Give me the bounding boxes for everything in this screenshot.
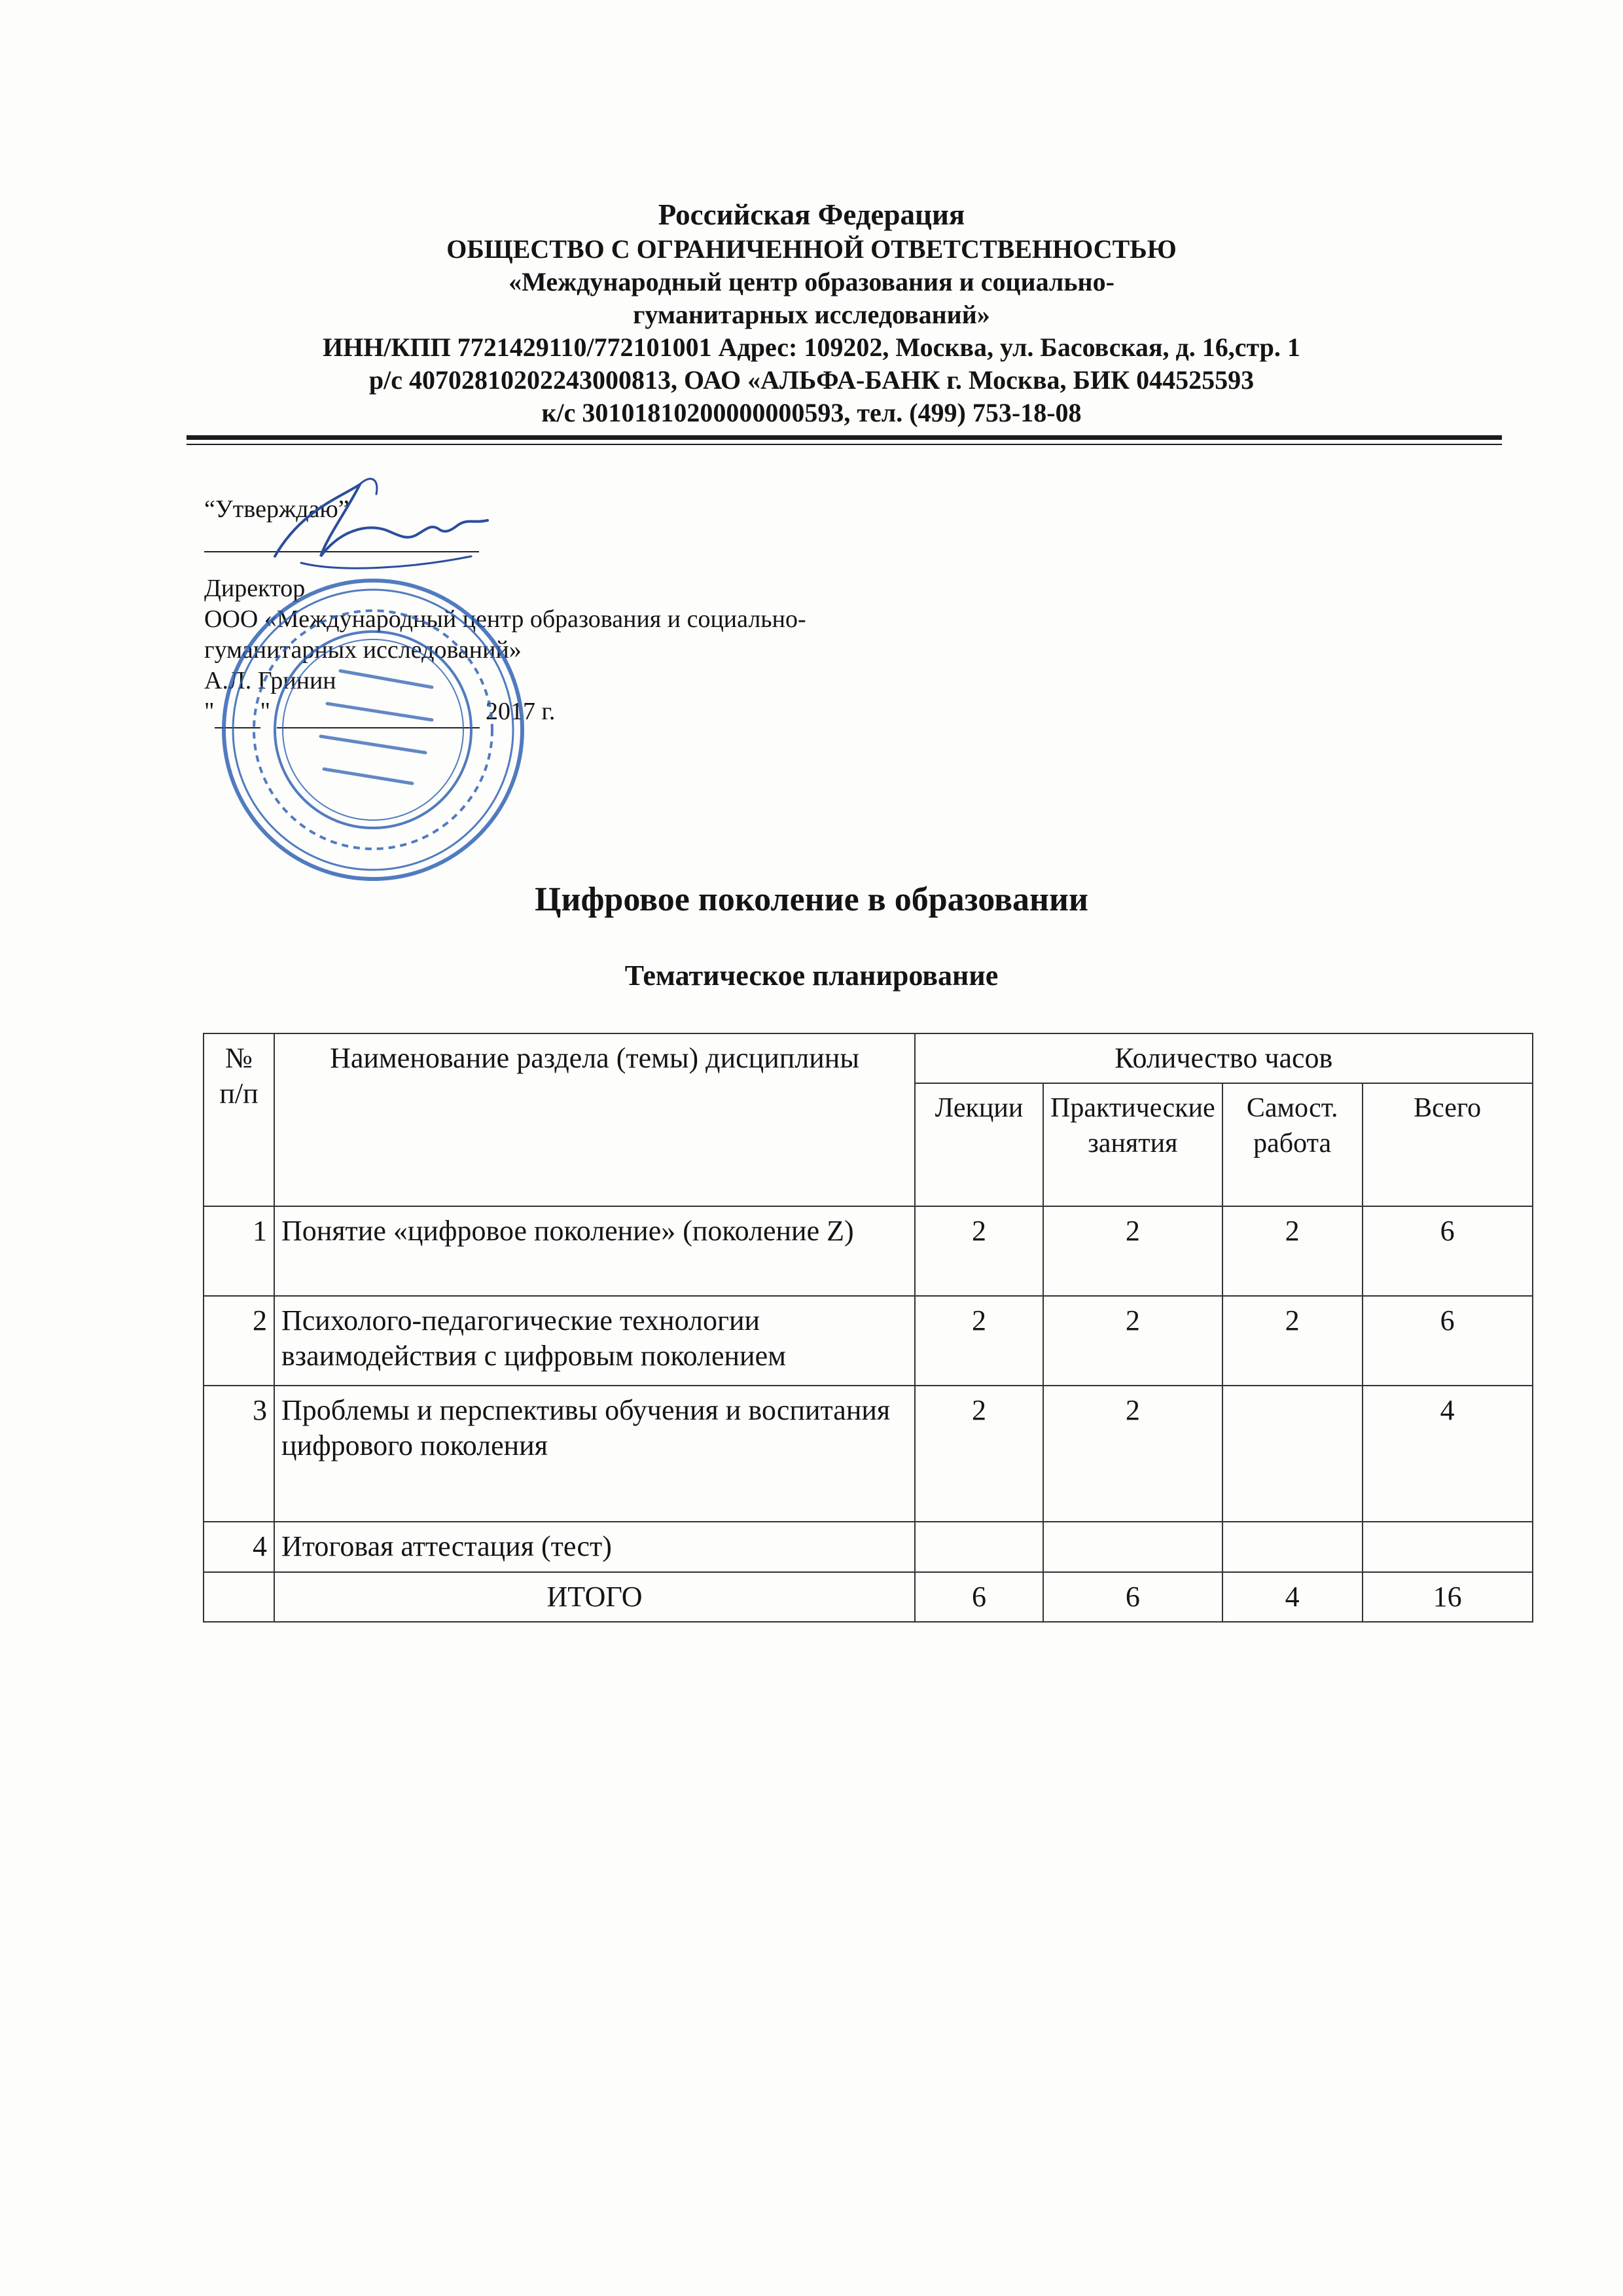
row-total: 6 xyxy=(1363,1206,1533,1296)
table-row xyxy=(204,1386,1533,1522)
row-name: Психолого-педагогические технологии взаимодействия с цифровым поколением xyxy=(274,1296,915,1386)
letterhead-country: Российская Федерация xyxy=(658,198,965,231)
row-num: 2 xyxy=(204,1296,274,1386)
approval-org-line1: ООО «Международный центр образования и социально- xyxy=(204,605,806,633)
subheader-lectures: Лекции xyxy=(915,1083,1043,1206)
total-row-label: ИТОГО xyxy=(274,1572,915,1622)
round-seal-stamp xyxy=(216,573,530,887)
approval-director-name: А.Л. Гринин xyxy=(204,667,336,694)
approval-position: Директор xyxy=(204,575,306,602)
header-num: № п/п xyxy=(204,1033,274,1206)
header-hours: Количество часов xyxy=(915,1033,1533,1083)
approval-date-year: 2017 г. xyxy=(486,698,556,725)
approval-label: “Утверждаю” xyxy=(204,495,349,523)
row-lectures: 2 xyxy=(915,1206,1043,1296)
header-name: Наименование раздела (темы) дисциплины xyxy=(274,1033,915,1206)
letterhead-bank-account: р/с 40702810202243000813, ОАО «АЛЬФА-БАНК г. Москва, БИК 044525593 xyxy=(368,365,1255,395)
approval-date-line: " " 2017 г. xyxy=(204,696,806,728)
row-practice xyxy=(1043,1522,1222,1572)
row-self-study xyxy=(1222,1522,1363,1572)
row-practice: 2 xyxy=(1043,1386,1222,1522)
row-total xyxy=(1363,1522,1533,1572)
total-practice: 6 xyxy=(1043,1572,1222,1622)
row-num: 3 xyxy=(204,1386,274,1522)
letterhead-inn-address: ИНН/КПП 7721429110/772101001 Адрес: 109202, Москва, ул. Басовская, д. 16,стр. 1 xyxy=(323,332,1300,362)
row-lectures xyxy=(915,1522,1043,1572)
row-num: 4 xyxy=(204,1522,274,1572)
row-practice: 2 xyxy=(1043,1206,1222,1296)
letterhead-org-name-line2: гуманитарных исследований» xyxy=(633,300,990,329)
letterhead-org-type: ОБЩЕСТВО С ОГРАНИЧЕННОЙ ОТВЕТСТВЕННОСТЬЮ xyxy=(446,234,1177,264)
total-lectures: 6 xyxy=(915,1572,1043,1622)
table-row xyxy=(204,1206,1533,1296)
table-total-row xyxy=(204,1572,1533,1622)
subheader-self-study: Самост. работа xyxy=(1222,1083,1363,1206)
table-row xyxy=(204,1522,1533,1572)
table-header-row xyxy=(204,1033,1533,1083)
row-self-study xyxy=(1222,1386,1363,1522)
row-name: Проблемы и перспективы обучения и воспитания цифрового поколения xyxy=(274,1386,915,1522)
letterhead-divider-thick xyxy=(187,435,1502,440)
subheader-total: Всего xyxy=(1363,1083,1533,1206)
total-total: 16 xyxy=(1363,1572,1533,1622)
total-row-num xyxy=(204,1572,274,1622)
total-self-study: 4 xyxy=(1222,1572,1363,1622)
subheader-practice: Практические занятия xyxy=(1043,1083,1222,1206)
thematic-plan-table xyxy=(203,1033,1533,1623)
table-row xyxy=(204,1296,1533,1386)
row-practice: 2 xyxy=(1043,1296,1222,1386)
row-lectures: 2 xyxy=(915,1296,1043,1386)
letterhead-org-name-line1: «Международный центр образования и социально- xyxy=(508,267,1115,296)
row-name: Понятие «цифровое поколение» (поколение Z) xyxy=(274,1206,915,1296)
document-title: Цифровое поколение в образовании xyxy=(535,881,1088,918)
row-total: 6 xyxy=(1363,1296,1533,1386)
row-lectures: 2 xyxy=(915,1386,1043,1522)
letterhead-divider-thin xyxy=(187,444,1502,445)
document-subtitle: Тематическое планирование xyxy=(624,960,999,992)
row-self-study: 2 xyxy=(1222,1296,1363,1386)
row-total: 4 xyxy=(1363,1386,1533,1522)
letterhead xyxy=(0,196,1623,429)
row-name: Итоговая аттестация (тест) xyxy=(274,1522,915,1572)
approval-org-line2: гуманитарных исследований» xyxy=(204,636,522,664)
row-self-study: 2 xyxy=(1222,1206,1363,1296)
row-num: 1 xyxy=(204,1206,274,1296)
letterhead-corr-account: к/с 30101810200000000593, тел. (499) 753-18-08 xyxy=(541,398,1082,427)
